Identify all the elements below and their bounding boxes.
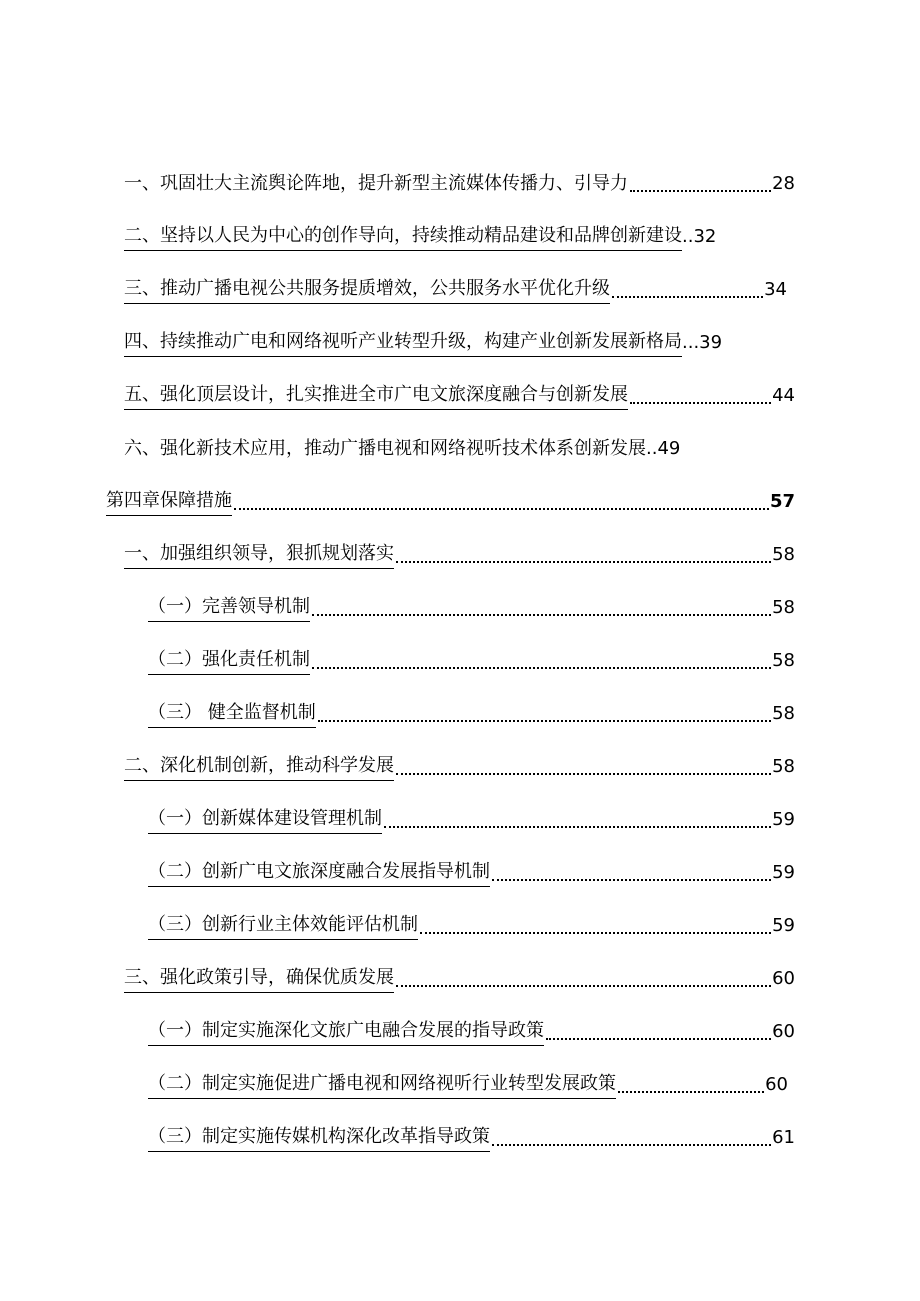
toc-entry-page: ...39 <box>682 332 723 353</box>
toc-entry-title: （三） 健全监督机制 <box>148 701 316 728</box>
toc-entry-page: 58 <box>772 703 795 724</box>
toc-entry[interactable] <box>124 327 788 357</box>
toc-entry-page: 60 <box>772 1021 795 1042</box>
toc-entry-page: 58 <box>772 544 795 565</box>
toc-entry[interactable] <box>148 1069 788 1099</box>
toc-entry-title: （二）制定实施促进广播电视和网络视听行业转型发展政策 <box>148 1072 616 1099</box>
toc-entry-title: （一）完善领导机制 <box>148 595 310 622</box>
dot-leader <box>396 561 771 563</box>
dot-leader <box>312 667 771 669</box>
dot-leader <box>312 614 771 616</box>
dot-leader <box>612 296 763 298</box>
toc-entry-page: 58 <box>772 597 795 618</box>
dot-leader <box>396 773 771 775</box>
dot-leader <box>630 402 771 404</box>
toc-entry[interactable] <box>124 539 795 569</box>
toc-entry[interactable] <box>124 168 795 198</box>
toc-entry-title: （三）制定实施传媒机构深化改革指导政策 <box>148 1125 490 1152</box>
toc-entry-title: 四、持续推动广电和网络视听产业转型升级，构建产业创新发展新格局 <box>124 330 682 357</box>
toc-chapter-entry[interactable] <box>106 486 795 516</box>
dot-leader <box>396 985 771 987</box>
toc-entry[interactable] <box>148 910 795 940</box>
toc-entry-page: 58 <box>772 650 795 671</box>
toc-entry[interactable] <box>124 380 795 410</box>
toc-entry[interactable] <box>124 963 795 993</box>
toc-entry[interactable] <box>148 1122 795 1152</box>
toc-entry[interactable] <box>124 433 744 463</box>
toc-entry-page: ..49 <box>646 438 681 459</box>
toc-entry-title: 三、推动广播电视公共服务提质增效，公共服务水平优化升级 <box>124 277 610 304</box>
toc-entry-page: 59 <box>772 809 795 830</box>
toc-entry-title: 五、强化顶层设计，扎实推进全市广电文旅深度融合与创新发展 <box>124 383 628 410</box>
toc-entry-page: ..32 <box>682 226 717 247</box>
toc-entry-title: 六、强化新技术应用，推动广播电视和网络视听技术体系创新发展 <box>124 438 646 459</box>
dot-leader <box>618 1091 764 1093</box>
toc-entry-title: 第四章保障措施 <box>106 489 232 516</box>
toc-entry-title: 一、加强组织领导，狠抓规划落实 <box>124 542 394 569</box>
dot-leader <box>384 826 771 828</box>
toc-entry-title: （二）强化责任机制 <box>148 648 310 675</box>
toc-entry-title: 一、巩固壮大主流舆论阵地，提升新型主流媒体传播力、引导力 <box>124 173 628 194</box>
toc-entry-page: 34 <box>764 279 787 300</box>
toc-entry[interactable] <box>148 592 795 622</box>
toc-entry[interactable] <box>124 274 787 304</box>
dot-leader <box>492 1144 771 1146</box>
toc-entry[interactable] <box>124 751 795 781</box>
toc-entry-title: （一）制定实施深化文旅广电融合发展的指导政策 <box>148 1019 544 1046</box>
toc-entry[interactable] <box>148 645 795 675</box>
toc-entry[interactable] <box>148 698 795 728</box>
toc-entry-page: 60 <box>772 968 795 989</box>
toc-entry-page: 60 <box>765 1074 788 1095</box>
toc-entry-title: （二）创新广电文旅深度融合发展指导机制 <box>148 860 490 887</box>
toc-entry-title: 二、深化机制创新，推动科学发展 <box>124 754 394 781</box>
toc-entry-page: 61 <box>772 1127 795 1148</box>
dot-leader <box>318 720 771 722</box>
toc-entry-page: 28 <box>772 173 795 194</box>
dot-leader <box>630 190 771 192</box>
dot-leader <box>492 879 771 881</box>
dot-leader <box>234 508 769 510</box>
toc-entry[interactable] <box>148 857 795 887</box>
dot-leader <box>420 932 771 934</box>
toc-entry-title: 三、强化政策引导，确保优质发展 <box>124 966 394 993</box>
toc-entry-page: 59 <box>772 915 795 936</box>
toc-entry[interactable] <box>148 804 795 834</box>
toc-entry-page: 44 <box>772 385 795 406</box>
toc-entry-page: 58 <box>772 756 795 777</box>
toc-entry-title: （一）创新媒体建设管理机制 <box>148 807 382 834</box>
toc-entry[interactable] <box>148 1016 795 1046</box>
toc-entry-page: 57 <box>769 491 795 512</box>
toc-entry-title: （三）创新行业主体效能评估机制 <box>148 913 418 940</box>
toc-entry[interactable] <box>124 221 784 251</box>
toc-entry-page: 59 <box>772 862 795 883</box>
toc-entry-title: 二、坚持以人民为中心的创作导向，持续推动精品建设和品牌创新建设 <box>124 224 682 251</box>
dot-leader <box>546 1038 771 1040</box>
